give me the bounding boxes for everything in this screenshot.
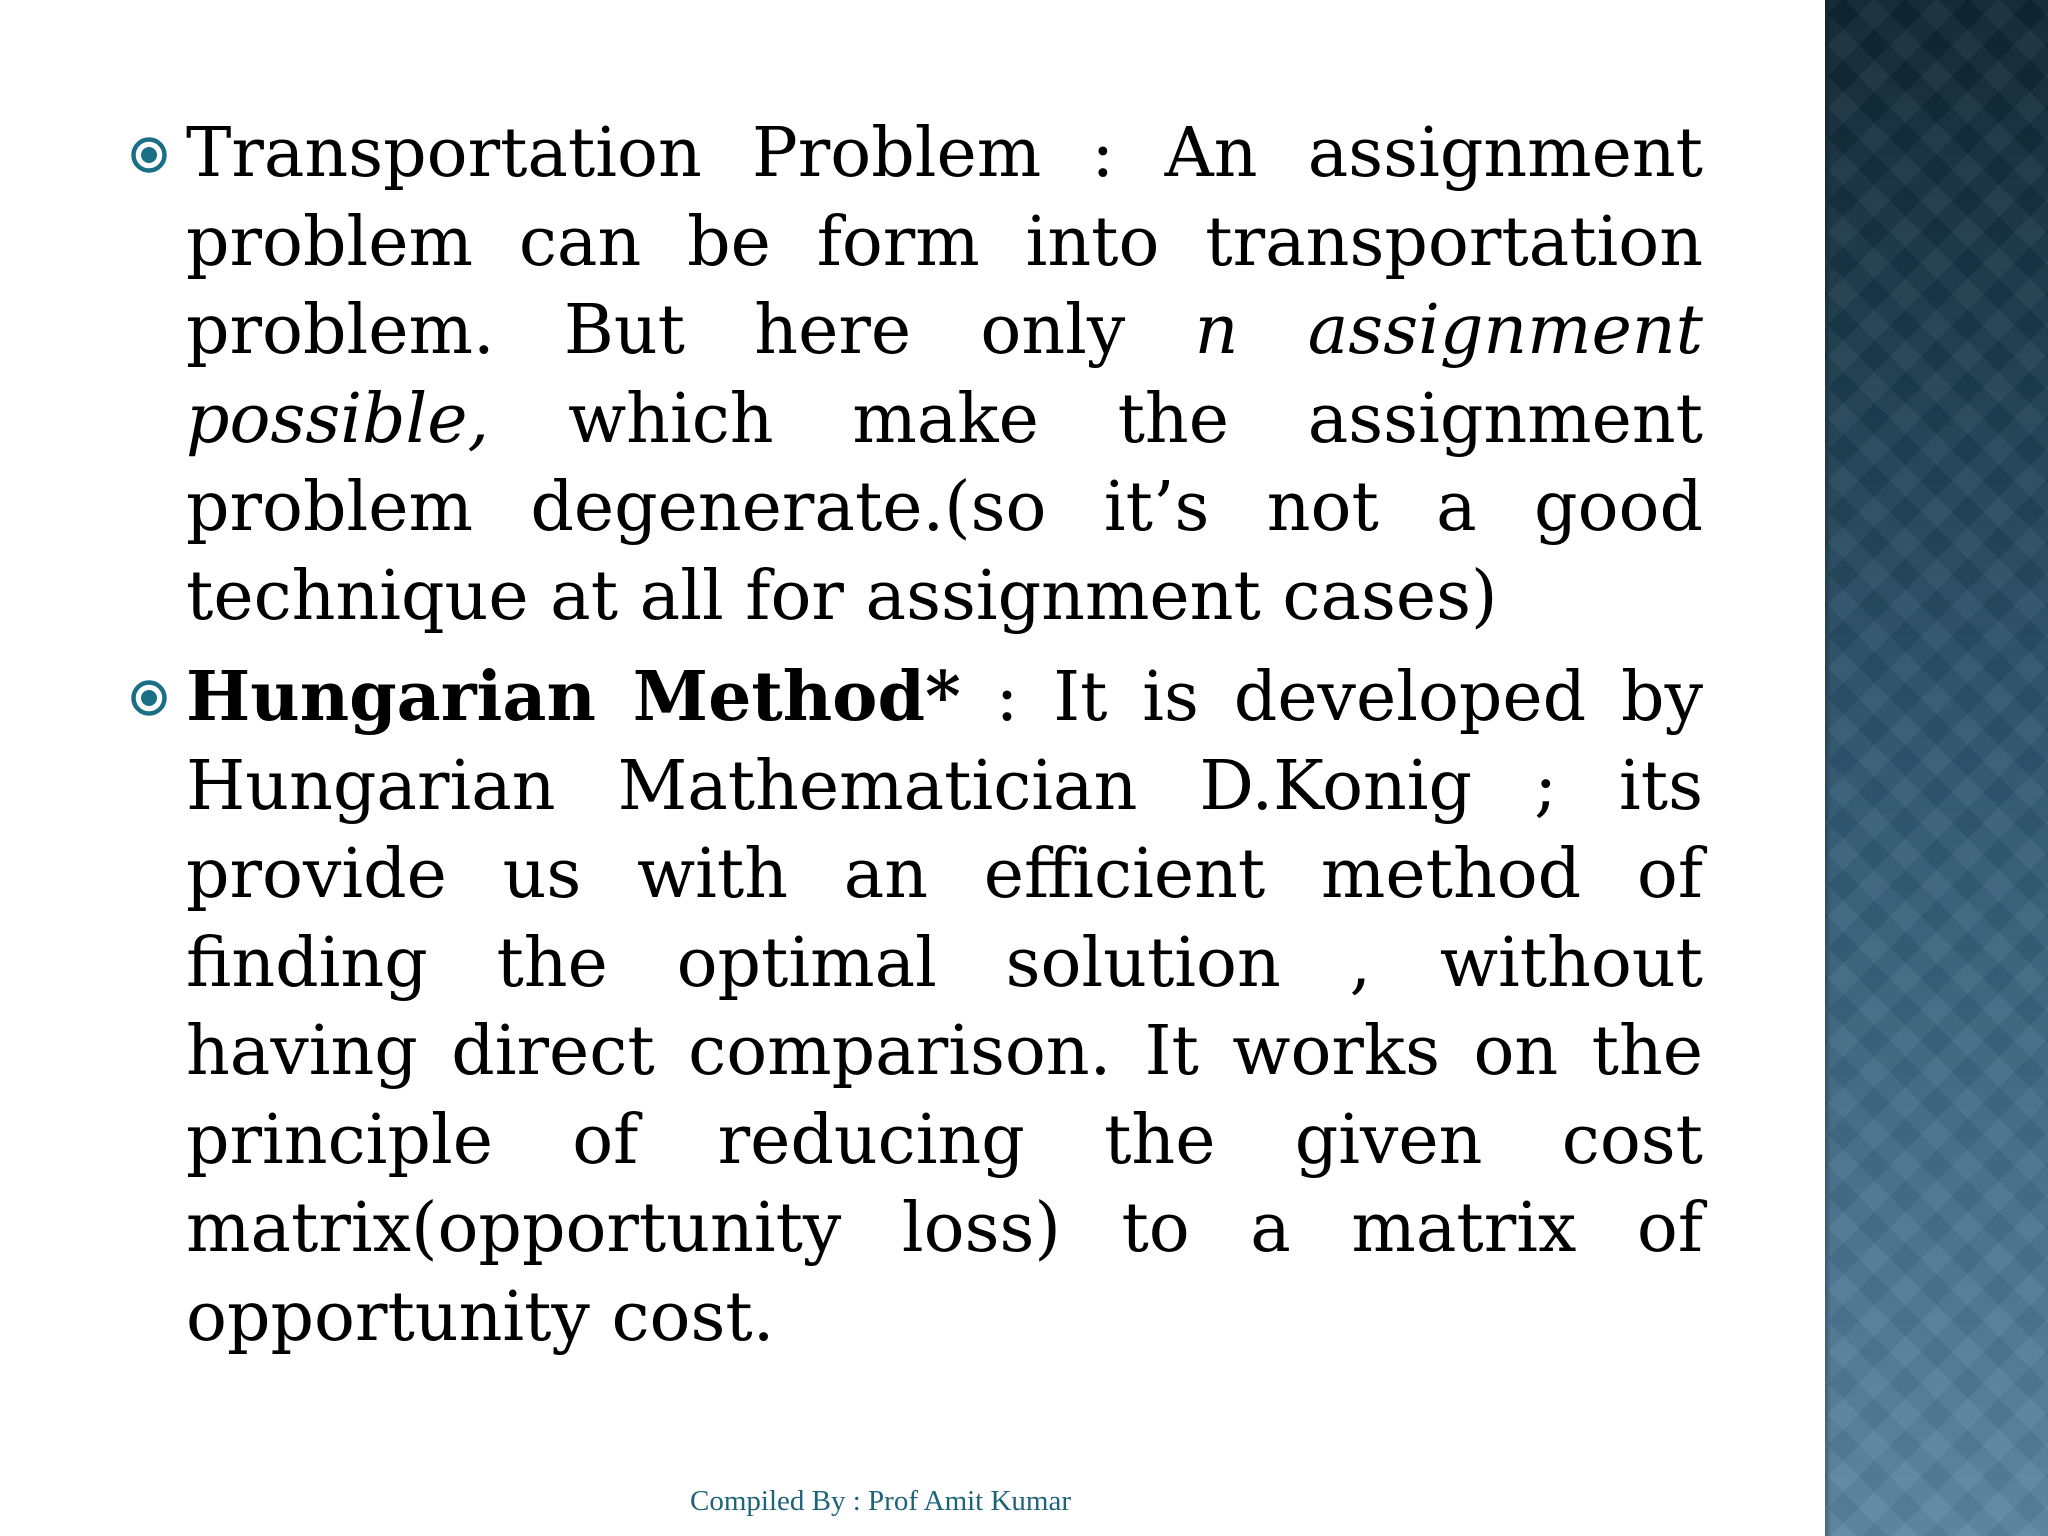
- bullet-item-transportation-problem: [118, 110, 1703, 641]
- bullet-term: Transportation Problem: [186, 114, 1042, 193]
- bullet-item-hungarian-method: [118, 653, 1703, 1362]
- target-bullet-icon: [130, 679, 168, 717]
- footer-credit: Compiled By : Prof Amit Kumar: [690, 1485, 1072, 1517]
- bullet-italic-text: n assignment possible,: [186, 291, 1704, 459]
- decorative-side-panel: [1825, 0, 2048, 1536]
- target-bullet-icon: [130, 136, 168, 174]
- bullet-text-continued: which make the assignment problem degenerate.(so it’s not a good technique at all for assignment cases): [186, 379, 1703, 636]
- slide-content: [118, 110, 1703, 1374]
- bullet-text: : An assignment problem can be form into transportation problem. But here only: [186, 114, 1703, 370]
- bullet-term-bold: Hungarian Method*: [186, 657, 961, 737]
- bullet-text: : It is developed by Hungarian Mathematician D.Konig ; its provide us with an efficient method of finding the optimal solution , without having direct comparison. It works on the principle of reducing the given cost matrix(opportunity loss) to a matrix of opportunity cost.: [186, 658, 1703, 1357]
